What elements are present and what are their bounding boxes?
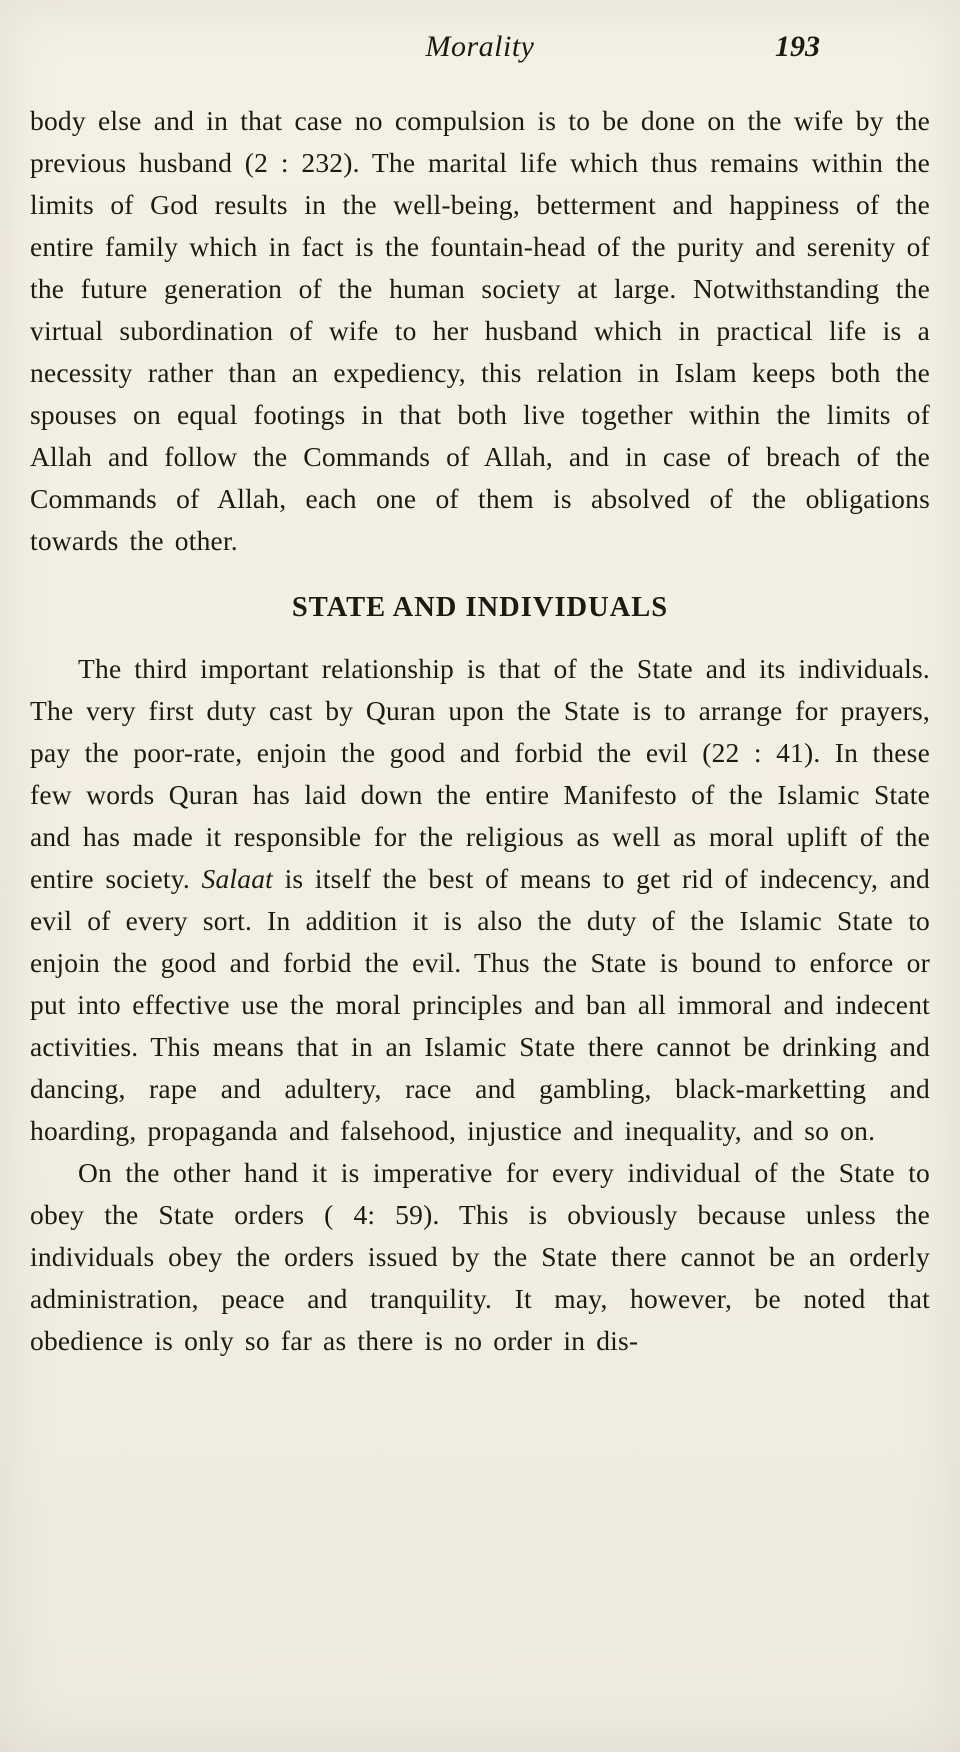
italic-term-salaat: Salaat bbox=[201, 863, 274, 894]
page-number: 193 bbox=[775, 30, 820, 63]
paragraph-individual-obedience: On the other hand it is imperative for every individual of the State to obey the State orders ( 4: 59). This is obviously because unless the individuals obey the orders issued by the State there cannot be an orderly administration, peace and tranquility. It may, however, be noted that obedience is only so far as there is no order in dis- bbox=[30, 1157, 930, 1356]
running-header-title: Morality bbox=[425, 30, 535, 63]
paragraph-marital-life: body else and in that case no compulsion is to be done on the wife by the previous husband (2 : 232). The marital life which thus remains within the limits of God results in the well-being, betterment and happiness of the entire family which in fact is the fountain-head of the purity and serenity of the future generation of the human society at large. Notwithstanding the virtual subordination of wife to her husband which in practical life is a necessity rather than an expediency, this relation in Islam keeps both the spouses on equal footings in that both live together within the limits of Allah and follow the Commands of Allah, and in case of breach of the Commands of Allah, each one of them is absolved of the obligations towards the other. bbox=[30, 105, 930, 556]
paragraph-state-duties-text-after: is itself the best of means to get rid of indecency, and evil of every sort. In addition it is also the duty of the Islamic State to enjoin the good and forbid the evil. Thus the State is bound to enforce or put into effective use the moral principles and ban all immoral and indecent activities. This means that in an Islamic State there cannot be drinking and dancing, rape and adultery, race and gambling, black-marketting and hoarding, propaganda and falsehood, injustice and inequality, and so on. bbox=[30, 863, 930, 1146]
paragraph-state-duties-text-before: The third important relationship is that of the State and its individuals. The very first duty cast by Quran upon the State is to arrange for prayers, pay the poor-rate, enjoin the good and forbid the evil (22 : 41). In these few words Quran has laid down the entire Manifesto of the Islamic State and has made it responsible for the religious as well as moral uplift of the entire society. bbox=[30, 653, 930, 894]
running-header bbox=[30, 30, 930, 74]
paragraph-state-duties bbox=[30, 648, 930, 1152]
section-heading-state-and-individuals: STATE AND INDIVIDUALS bbox=[291, 592, 669, 623]
